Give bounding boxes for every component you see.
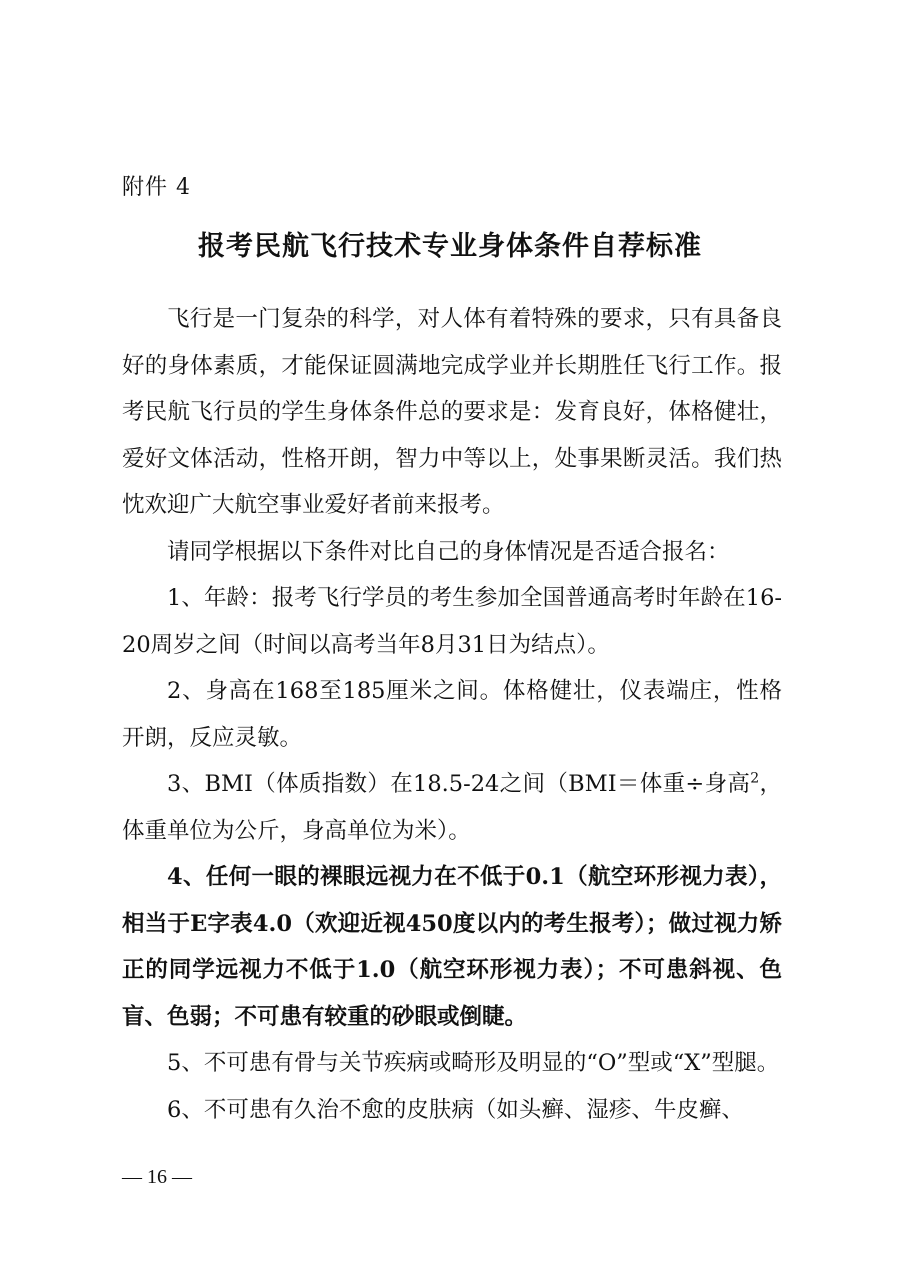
paragraph-item-1: 1、年龄：报考飞行学员的考生参加全国普通高考时年龄在16-20周岁之间（时间以高考当年8月31日为结点）。 <box>122 585 782 658</box>
paragraph-intro: 飞行是一门复杂的科学，对人体有着特殊的要求，只有具备良好的身体素质，才能保证圆满地完成学业并长期胜任飞行工作。报考民航飞行员的学生身体条件总的要求是：发育良好，体格健壮，爱好文体活动，性格开朗，智力中等以上，处事果断灵活。我们热忱欢迎广大航空事业爱好者前来报考。 <box>122 306 782 518</box>
document-title: 报考民航飞行技术专业身体条件自荐标准 <box>198 231 702 262</box>
paragraph-item-2: 2、身高在168至185厘米之间。体格健壮，仪表端庄，性格开朗，反应灵敏。 <box>122 678 782 751</box>
paragraph-item-5: 5、不可患有骨与关节疾病或畸形及明显的“O”型或“X”型腿。 <box>167 1050 780 1076</box>
item-3-text-before: 3、BMI（体质指数）在18.5-24之间（BMI＝体重÷身高 <box>167 771 751 797</box>
attachment-label: 附件 4 <box>122 175 191 200</box>
item-3-superscript: 2 <box>750 770 760 787</box>
paragraph-item-3 <box>122 761 782 854</box>
paragraph-instruction: 请同学根据以下条件对比自己的身体情况是否适合报名： <box>167 538 730 565</box>
document-body <box>122 296 782 1133</box>
page-number: — 16 — <box>122 1166 192 1188</box>
paragraph-item-6: 6、不可患有久治不愈的皮肤病（如头癣、湿疹、牛皮癣、 <box>167 1096 744 1123</box>
paragraph-item-4: 4、任何一眼的裸眼远视力在不低于0.1（航空环形视力表），相当于E字表4.0（欢迎近视450度以内的考生报考）；做过视力矫正的同学远视力不低于1.0（航空环形视力表）；不可患斜视、色盲、色弱；不可患有较重的砂眼或倒睫。 <box>122 864 782 1030</box>
item-3-text-after: ，体重单位为公斤，身高单位为米）。 <box>122 771 782 844</box>
